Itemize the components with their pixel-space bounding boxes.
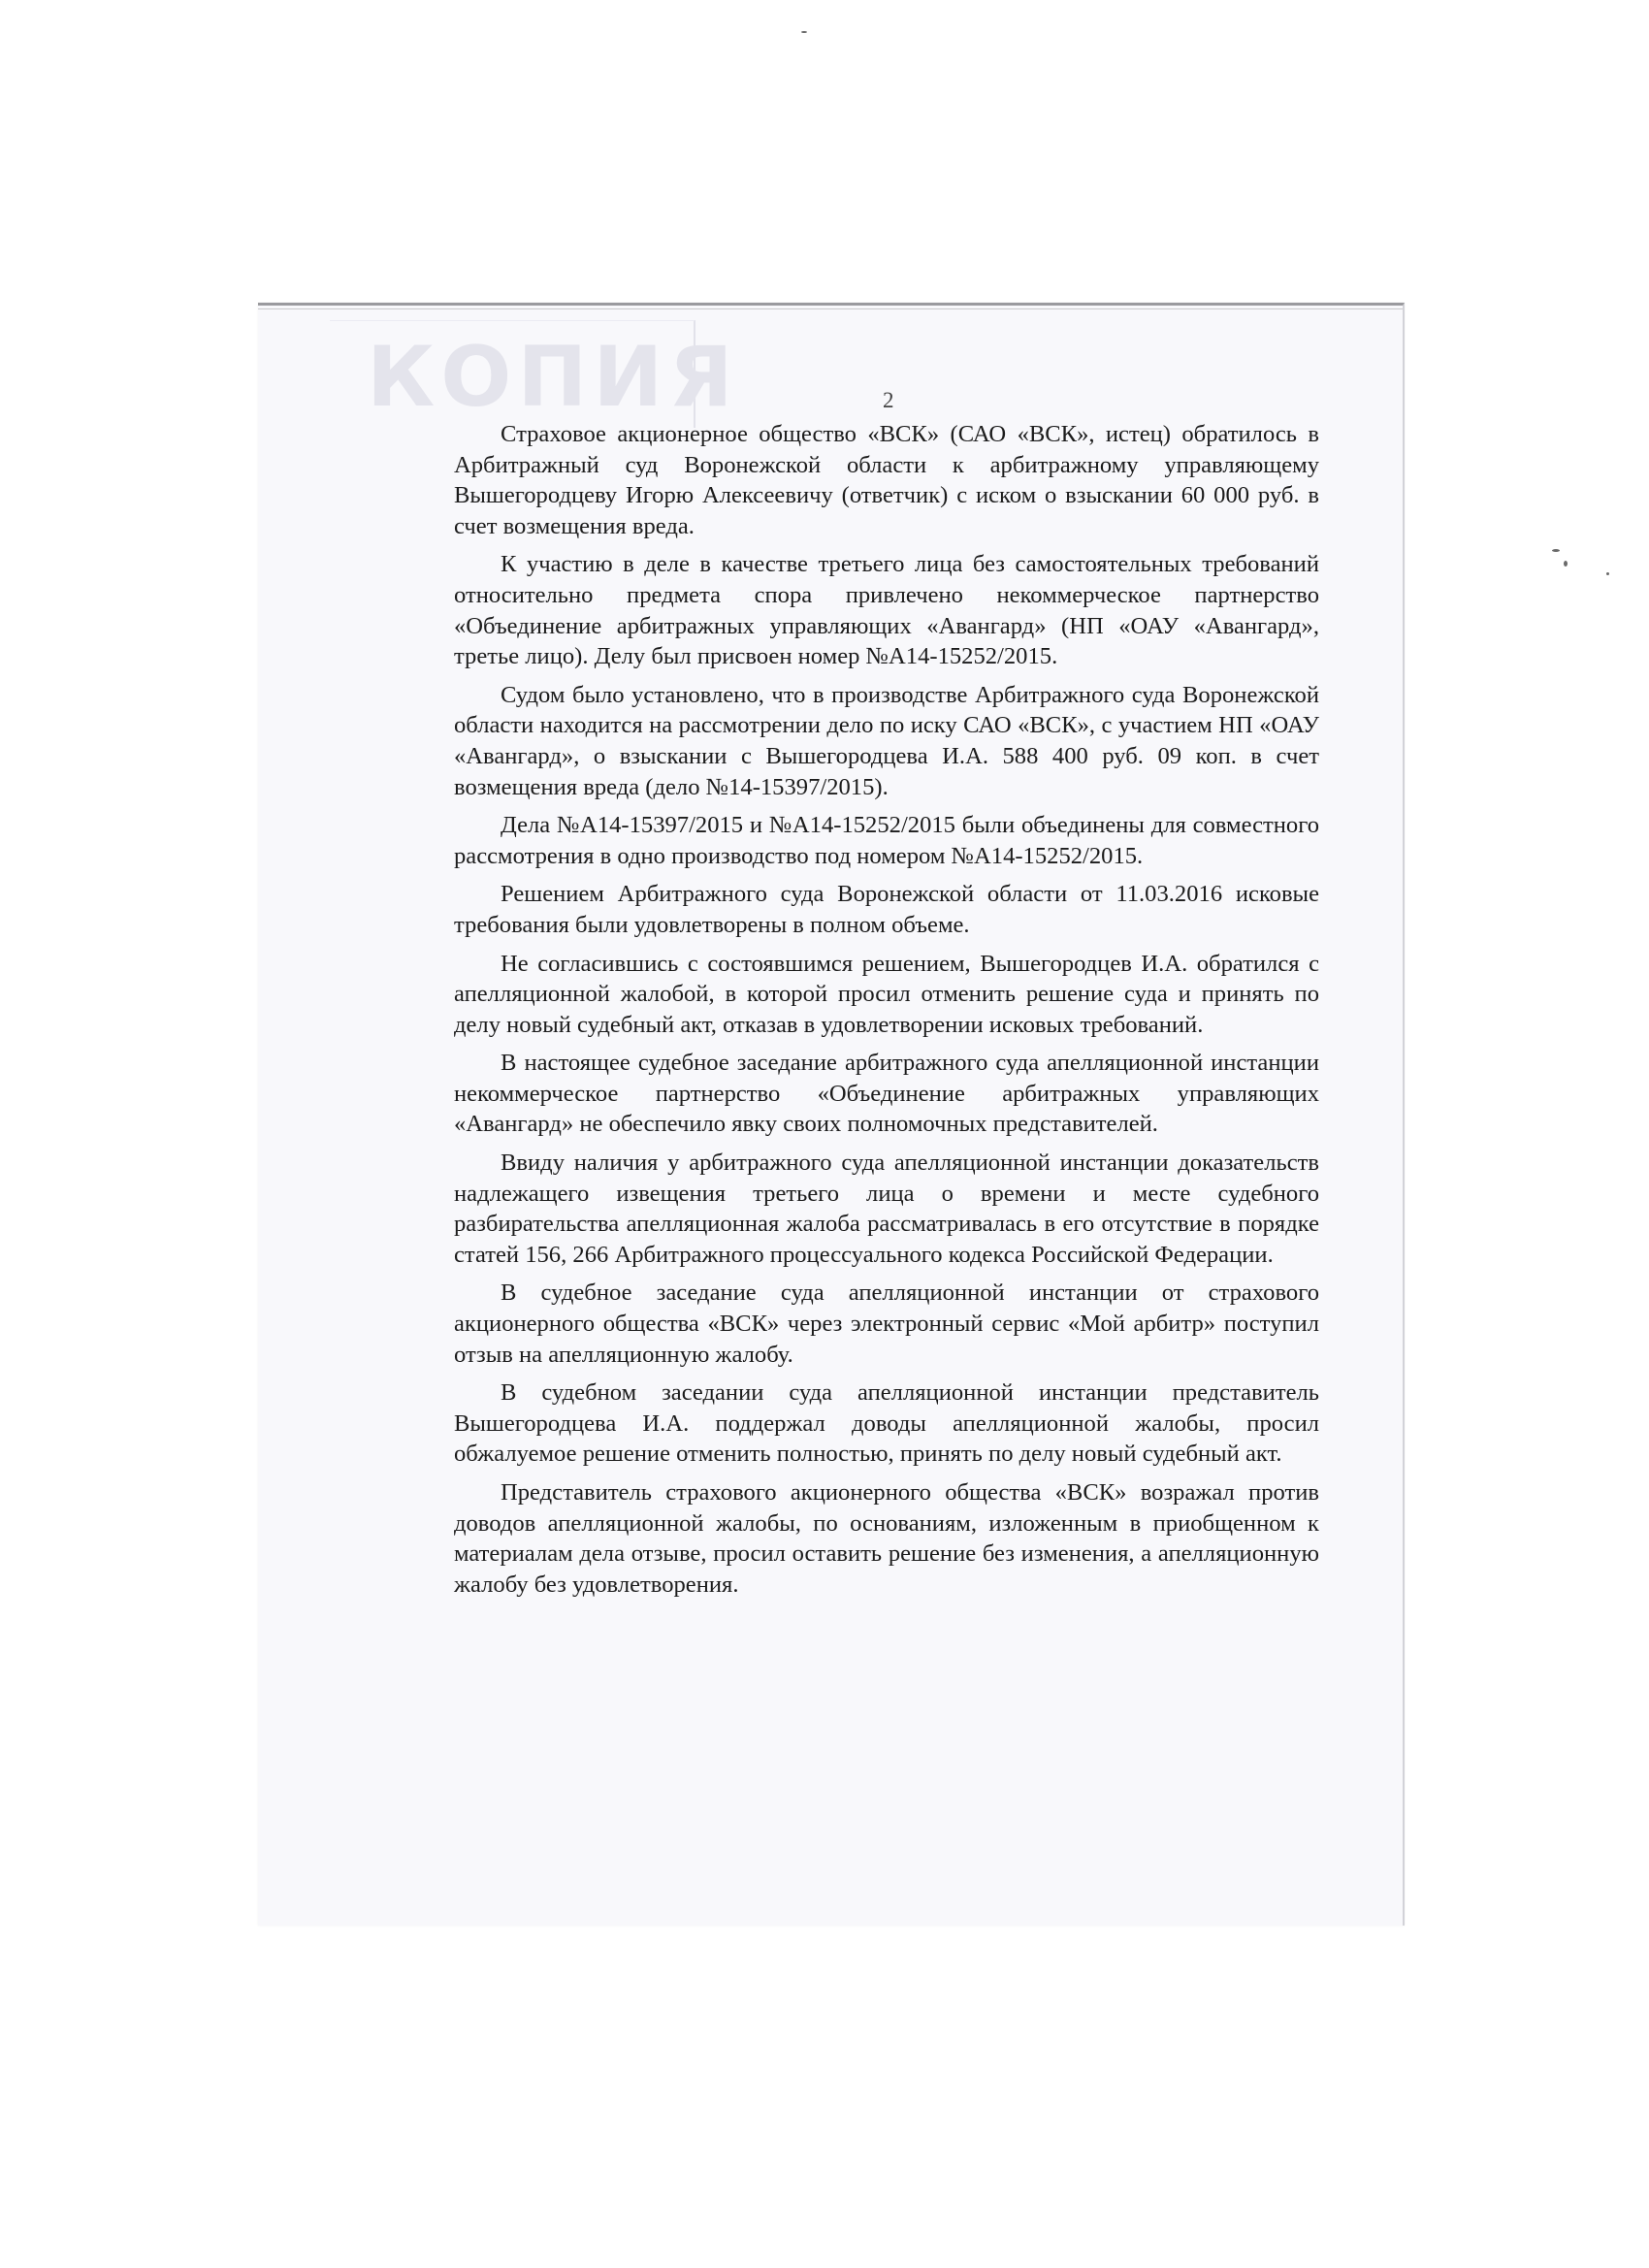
scan-speck [1564, 561, 1568, 567]
paragraph: Не согласившись с состоявшимся решением, Вышегородцев И.А. обратился с апелляционной жалобой, в которой просил отменить решение суда и принять по делу новый судебный акт, отказав в удовлетворении исковых требований. [454, 950, 1319, 1038]
paragraph: В судебное заседание суда апелляционной инстанции от страхового акционерного общества «ВСК» через электронный сервис «Мой арбитр» поступил отзыв на апелляционную жалобу. [454, 1280, 1319, 1368]
paragraph: Страховое акционерное общество «ВСК» (САО «ВСК», истец) обратилось в Арбитражный суд Воронежской области к арбитражному управляющему Вышегородцеву Игорю Алексеевичу (ответчик) с иском о взыскании 60 000 руб. в счет возмещения вреда. [454, 421, 1319, 539]
page-edge-line [258, 308, 1403, 309]
copy-stamp [330, 320, 739, 428]
paragraph: Судом было установлено, что в производстве Арбитражного суда Воронежской области находится на рассмотрении дело по иску САО «ВСК», с участием НП «ОАУ «Авангард», о взыскании с Вышегородцева И.А. 588 400 руб. 09 коп. в счет возмещения вреда (дело №14-15397/2015). [454, 681, 1319, 800]
scan-speck [1552, 549, 1560, 552]
copy-stamp-text: КОПИЯ [367, 329, 739, 426]
scan-speck [801, 31, 807, 33]
scan-speck [1606, 572, 1609, 575]
page-number: 2 [883, 388, 894, 412]
document-body [454, 419, 1319, 1600]
paragraph: Представитель страхового акционерного общества «ВСК» возражал против доводов апелляционной жалобы, по основаниям, изложенным в приобщенном к материалам дела отзыве, просил оставить решение без изменения, а апелляционную жалобу без удовлетворения. [454, 1479, 1319, 1598]
paragraph: Дела №А14-15397/2015 и №А14-15252/2015 были объединены для совместного рассмотрения в одно производство под номером №А14-15252/2015. [454, 812, 1319, 869]
paragraph: Ввиду наличия у арбитражного суда апелляционной инстанции доказательств надлежащего извещения третьего лица о времени и месте судебного разбирательства апелляционная жалоба рассматривалась в его отсутствие в порядке статей 156, 266 Арбитражного процессуального кодекса Российской Федерации. [454, 1150, 1319, 1268]
paragraph: В настоящее судебное заседание арбитражного суда апелляционной инстанции некоммерческое партнерство «Объединение арбитражных управляющих «Авангард» не обеспечило явку своих полномочных представителей. [454, 1050, 1319, 1138]
paragraph: В судебном заседании суда апелляционной инстанции представитель Вышегородцева И.А. поддержал доводы апелляционной жалобы, просил обжалуемое решение отменить полностью, принять по делу новый судебный акт. [454, 1379, 1319, 1468]
paragraph: К участию в деле в качестве третьего лица без самостоятельных требований относительно предмета спора привлечено некоммерческое партнерство «Объединение арбитражных управляющих «Авангард» (НП «ОАУ «Авангард», третье лицо). Делу был присвоен номер №А14-15252/2015. [454, 551, 1319, 670]
paragraph: Решением Арбитражного суда Воронежской области от 11.03.2016 исковые требования были удовлетворены в полном объеме. [454, 881, 1319, 938]
